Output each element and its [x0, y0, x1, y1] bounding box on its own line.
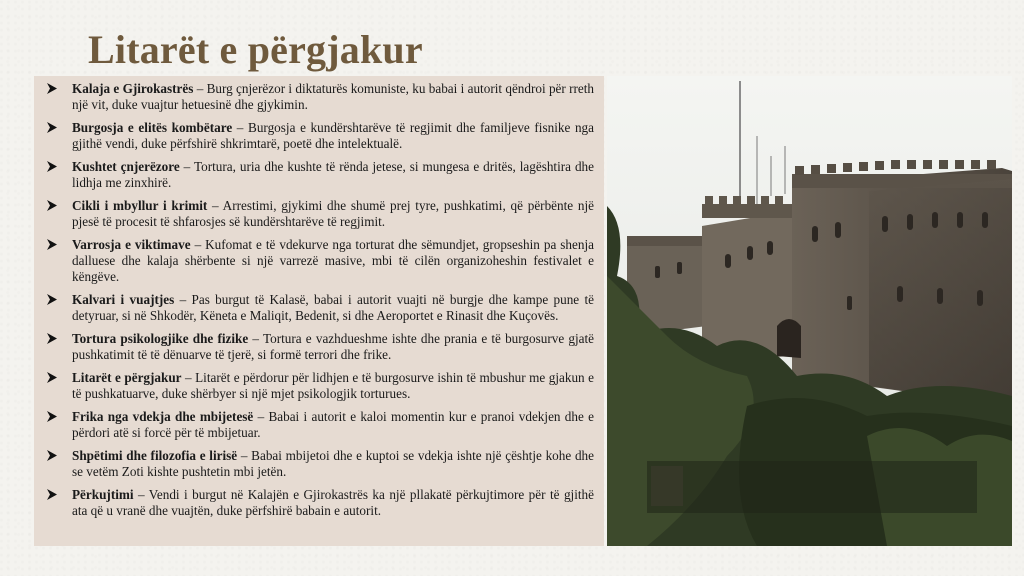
bullet-item: [44, 120, 594, 152]
bullet-text: – Tortura, uria dhe kushte të rënda jetese, si mungesa e dritës, lagështira dhe lidhja me zinxhirë.: [72, 159, 594, 190]
arrow-bullet-icon: [46, 121, 58, 134]
bullet-term: Burgosja e elitës kombëtare: [72, 120, 233, 135]
bullet-item: [44, 487, 594, 519]
castle-photo: [607, 76, 1012, 546]
bullet-text: – Burg çnjerëzor i diktaturës komuniste, ku babai i autorit qëndroi për rreth një vit, duke vuajtur hetuesinë dhe gjykimin.: [72, 81, 594, 112]
arrow-bullet-icon: [46, 449, 58, 462]
bullet-text: – Kufomat e të vdekurve nga torturat dhe sëmundjet, gropseshin pa shenja dalluese dhe kalaja shërbente si një varrezë masive, mbi të cilën organizoheshin festivalet e këngëve.: [72, 237, 594, 284]
bullet-term: Litarët e përgjakur: [72, 370, 182, 385]
bullet-item: [44, 159, 594, 191]
bullet-text: – Babai mbijetoi dhe e kuptoi se vdekja ishte një çështje kohe dhe se vetëm Zoti kishte pushtetin mbi jetën.: [72, 448, 594, 479]
bullet-item: [44, 448, 594, 480]
bullet-item: [44, 331, 594, 363]
bullet-term: Kushtet çnjerëzore: [72, 159, 180, 174]
arrow-bullet-icon: [46, 293, 58, 306]
bullet-term: Kalaja e Gjirokastrës: [72, 81, 194, 96]
bullet-item: [44, 237, 594, 285]
content-panel: [34, 76, 604, 546]
bullet-text: – Babai i autorit e kaloi momentin kur e pranoi vdekjen dhe e përdori atë si forcë për të mbijetuar.: [72, 409, 594, 440]
bullet-text: – Tortura e vazhdueshme ishte dhe prania e të burgosurve gjatë pushkatimit të të dënuarve të tjerë, si formë terrori dhe frike.: [72, 331, 594, 362]
arrow-bullet-icon: [46, 332, 58, 345]
bullet-text: – Burgosja e kundërshtarëve të regjimit dhe familjeve fisnike nga gjithë vendi, duke përfshirë shkrimtarë, poetë dhe intelektualë.: [72, 120, 594, 151]
bullet-item: [44, 409, 594, 441]
bullet-list: [34, 76, 604, 519]
castle-illustration: [607, 76, 1012, 546]
arrow-bullet-icon: [46, 160, 58, 173]
bullet-term: Cikli i mbyllur i krimit: [72, 198, 208, 213]
bullet-term: Përkujtimi: [72, 487, 134, 502]
bullet-text: – Pas burgut të Kalasë, babai i autorit vuajti në burgje dhe kampe pune të detyruar, si në Shkodër, Këneta e Maliqit, Bedenit, si dhe Aeroportet e Rinasit dhe Kuçovës.: [72, 292, 594, 323]
slide-title: Litarët e përgjakur: [88, 27, 423, 72]
arrow-bullet-icon: [46, 238, 58, 251]
bullet-term: Tortura psikologjike dhe fizike: [72, 331, 249, 346]
bullet-term: Varrosja e viktimave: [72, 237, 191, 252]
arrow-bullet-icon: [46, 488, 58, 501]
arrow-bullet-icon: [46, 82, 58, 95]
arrow-bullet-icon: [46, 410, 58, 423]
bullet-term: Shpëtimi dhe filozofia e lirisë: [72, 448, 238, 463]
bullet-term: Kalvari i vuajtjes: [72, 292, 175, 307]
bullet-item: [44, 198, 594, 230]
bullet-text: – Litarët e përdorur për lidhjen e të burgosurve ishin të mbushur me gjakun e të pushkatuarve, duke shërbyer si një mjet psikologjik torturues.: [72, 370, 594, 401]
arrow-bullet-icon: [46, 199, 58, 212]
bullet-text: – Arrestimi, gjykimi dhe shumë prej tyre, pushkatimi, që përbënte një pjesë të procesit të shfarosjes së kundërshtarëve të regjimit.: [72, 198, 594, 229]
arrow-bullet-icon: [46, 371, 58, 384]
bullet-item: [44, 370, 594, 402]
bullet-term: Frika nga vdekja dhe mbijetesë: [72, 409, 254, 424]
bullet-item: [44, 292, 594, 324]
bullet-item: [44, 81, 594, 113]
bullet-text: – Vendi i burgut në Kalajën e Gjirokastrës ka një pllakatë përkujtimore për të gjithë ata që u vranë dhe vuajtën, duke përfshirë babain e autorit.: [72, 487, 594, 518]
